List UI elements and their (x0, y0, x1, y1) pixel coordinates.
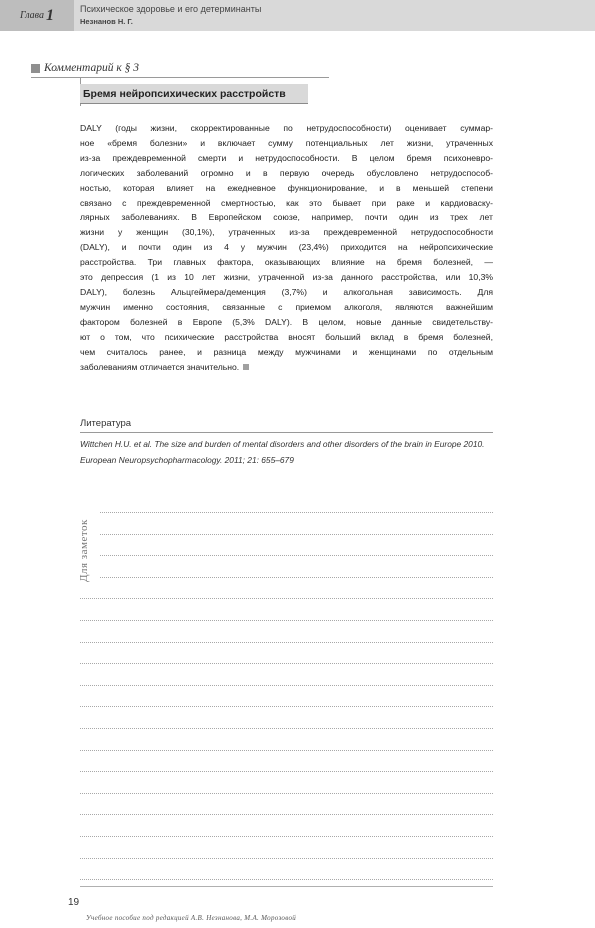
notes-label: Для заметок (78, 519, 90, 582)
note-line (80, 793, 493, 794)
chapter-box (0, 0, 74, 31)
note-line (80, 598, 493, 599)
section-title: Бремя нейропсихических расстройств (80, 84, 308, 104)
footer-text: Учебное пособие под редакцией А.В. Незнанова, М.А. Морозовой (86, 914, 297, 922)
footer-divider (80, 886, 493, 887)
body-line: (DALY), и почти один из 4 у мужчин (23,4%) приходится на нейропсихические (80, 242, 493, 253)
note-line (100, 555, 493, 556)
body-line: ное «бремя болезни» и включает сумму потенциальных лет жизни, утраченных (80, 137, 493, 148)
body-line: мужчин именно состояния, связанные с приемом алкоголя, являются важнейшим (80, 301, 493, 312)
note-line (80, 750, 493, 751)
body-line: логических заболеваний огромно и в первую очередь обусловлено нетрудоспособ- (80, 167, 493, 178)
body-line: из-за преждевременной смерти и нетрудоспособности. В целом бремя психоневро- (80, 152, 493, 163)
note-line (80, 642, 493, 643)
note-line (100, 534, 493, 535)
literature-reference: Wittchen H.U. et al. The size and burden of mental disorders and other disorders of the brain in Europe 2010. European Neuropsychopharmacology. 2011; 21: 655–679 (80, 439, 485, 465)
note-line (80, 814, 493, 815)
comment-heading (31, 62, 329, 78)
chapter-number: 1 (45, 6, 54, 24)
body-line: заболеваниям отличается значительно. (80, 361, 240, 372)
comment-label: Комментарий к § 3 (44, 62, 139, 74)
note-line (80, 663, 493, 664)
end-square-icon (243, 364, 249, 370)
body-line: лярных заболеваниях. В Европейском союзе, например, почти один из трех лет (80, 212, 493, 223)
note-line (80, 620, 493, 621)
page-header (0, 0, 595, 31)
note-line (80, 706, 493, 707)
body-line: жизни у женщин (30,1%), утраченных из-за преждевременной нетрудоспособности (80, 227, 493, 238)
square-bullet-icon (31, 64, 40, 73)
note-line (80, 685, 493, 686)
literature-heading: Литература (80, 418, 493, 433)
note-line (100, 577, 493, 578)
body-line: чем считалось ранее, и разница между мужчинами и женщинами по отдельным (80, 346, 493, 357)
chapter-word: Глава (20, 10, 44, 21)
body-line: DALY (годы жизни, скорректированные по нетрудоспособности) оценивает суммар- (80, 123, 493, 133)
body-line: расстройства. Три главных фактора, оказывающих влияние на бремя болезней, — (80, 257, 493, 268)
body-line: ностью, которая влияет на ежедневное функционирование, и в меньшей степени (80, 182, 493, 193)
header-title: Психическое здоровье и его детерминанты (80, 4, 262, 14)
body-line: это депрессия (1 из 10 лет жизни, утраченной из-за данного расстройства, или 10,3% (80, 272, 493, 283)
body-line: фактором болезней в Европе (5,3% DALY). В целом, новые данные свидетельству- (80, 316, 493, 327)
note-line (100, 512, 493, 513)
note-line (80, 879, 493, 880)
body-line-last (80, 360, 493, 375)
note-line (80, 771, 493, 772)
note-line (80, 858, 493, 859)
note-line (80, 836, 493, 837)
page-number: 19 (68, 897, 80, 908)
header-author: Незнанов Н. Г. (80, 17, 133, 26)
body-line: DALY), болезнь Альцгеймера/деменция (3,7%) и алкогольная зависимость. Для (80, 286, 493, 297)
body-line: связано с преждевременной смертностью, как это бывает при раке и кардиоваску- (80, 197, 493, 208)
note-line (80, 728, 493, 729)
body-text (80, 121, 493, 374)
body-line: ют о том, что психические расстройства вносят больший вклад в бремя болезней, (80, 331, 493, 342)
